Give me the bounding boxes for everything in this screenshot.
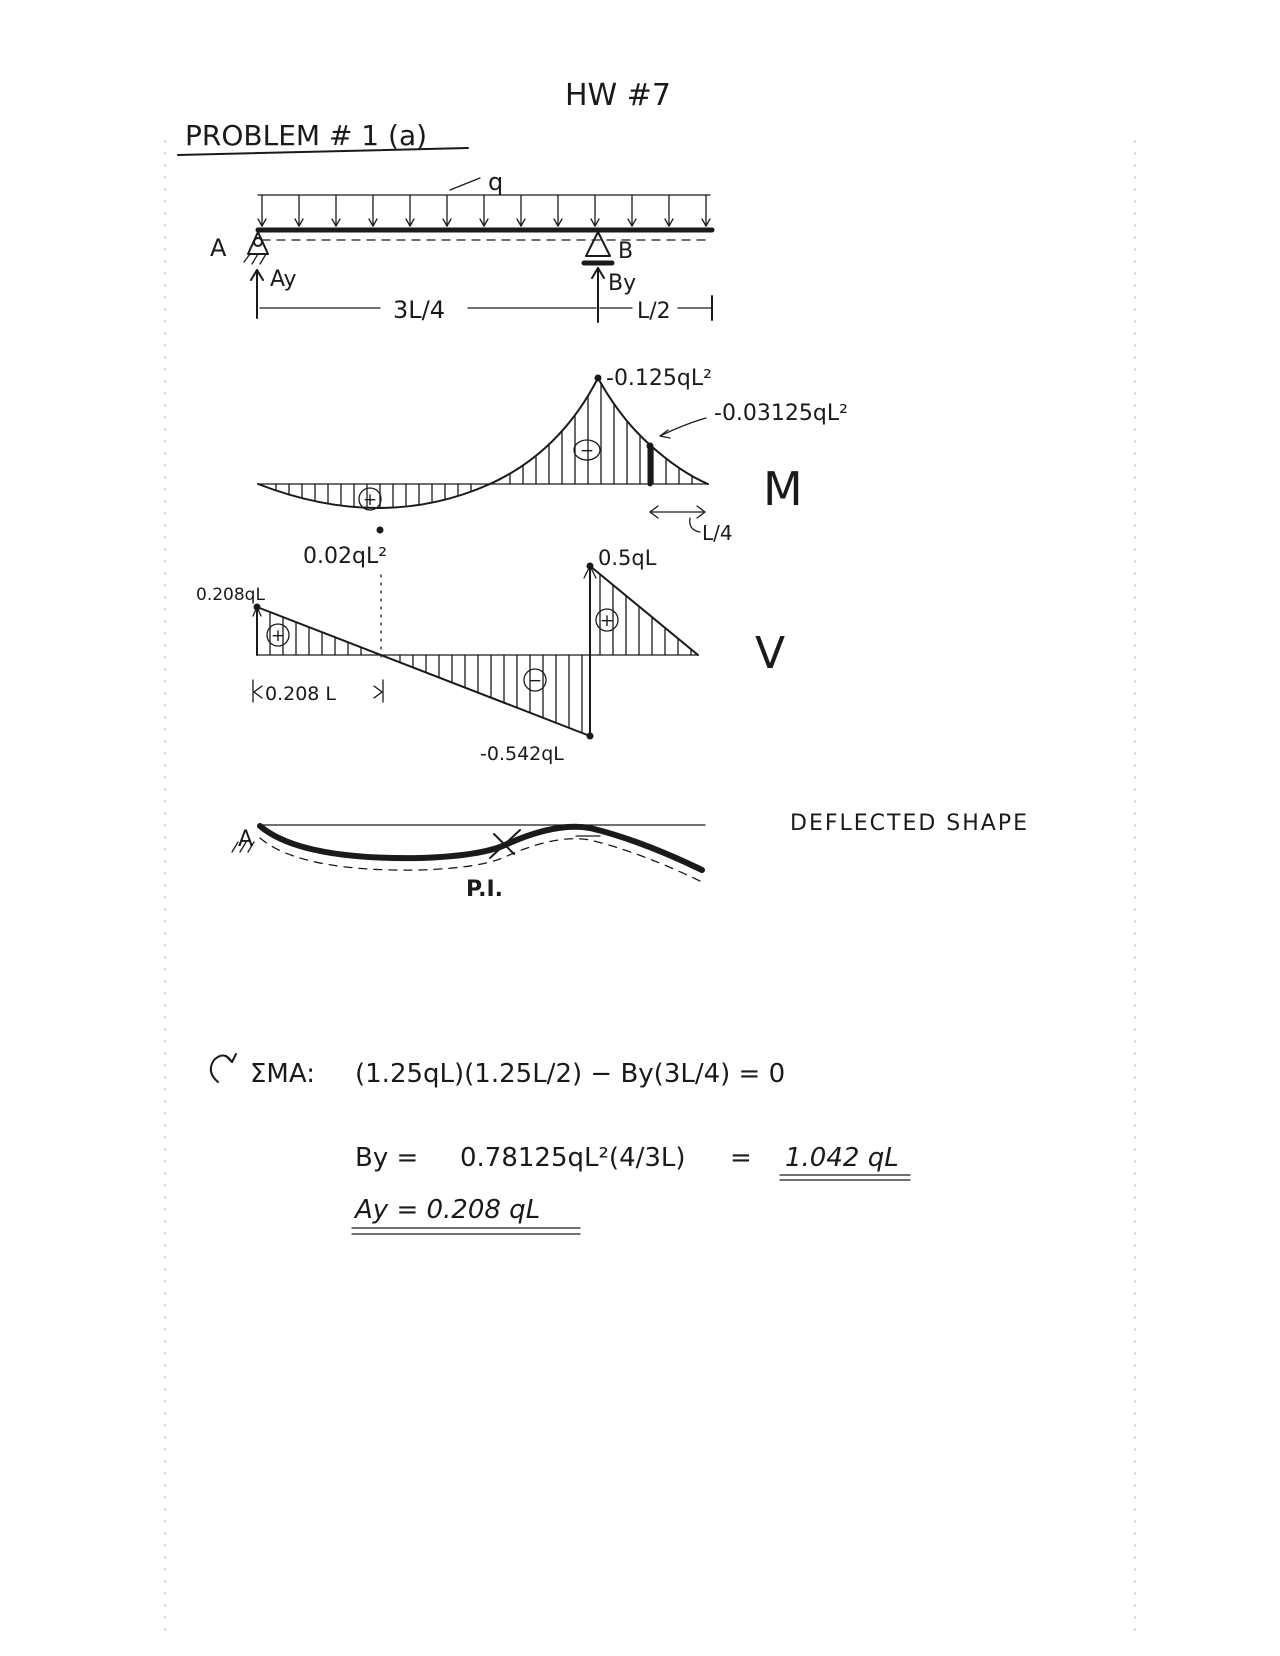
load-label: q — [488, 168, 504, 196]
shear-negative-sign: − — [527, 671, 543, 691]
moment-l4-point — [647, 443, 654, 450]
inflection-point-label: P.I. — [466, 877, 503, 902]
equation-3: Ay = 0.208 qL — [355, 1195, 541, 1225]
shear-min-point — [587, 733, 594, 740]
moment-direction-icon-head — [226, 1054, 236, 1062]
deflected-support-a-label: A — [238, 827, 254, 852]
shear-diagram — [196, 546, 785, 765]
reaction-b-label: By — [608, 271, 637, 296]
overhang-label: L/2 — [637, 299, 671, 324]
moment-symbol: M — [763, 462, 803, 516]
equation-1-prefix: ΣMA: — [250, 1059, 315, 1089]
pin-support-a-hinge — [254, 238, 262, 246]
moment-l4-leader — [660, 418, 706, 436]
support-a-label: A — [210, 234, 227, 262]
equation-2-result: 1.042 qL — [785, 1143, 899, 1173]
beam-sketch — [210, 168, 712, 324]
moment-l4-dim-hook — [690, 518, 700, 532]
shear-positive-sign-right: + — [599, 611, 615, 631]
shear-left-value-label: 0.208qL — [196, 585, 265, 605]
equation-2-lhs: By = — [355, 1143, 419, 1173]
pin-support-a — [248, 232, 268, 254]
support-b-label: B — [618, 239, 634, 264]
equation-2-equals: = — [730, 1143, 752, 1173]
shear-min-value-label: -0.542qL — [480, 743, 564, 765]
distributed-load-arrows — [258, 195, 710, 226]
roller-support-b — [586, 232, 610, 256]
moment-max-negative-point — [595, 375, 602, 382]
moment-hatch — [276, 383, 692, 508]
deflected-shape — [232, 811, 1029, 902]
deflected-shape-label: DEFLECTED SHAPE — [790, 811, 1030, 836]
moment-l4-value-label: -0.03125qL² — [714, 401, 848, 426]
shear-positive-sign-left: + — [270, 626, 286, 646]
moment-max-negative-label: -0.125qL² — [606, 366, 712, 391]
moment-offset-label: L/4 — [702, 521, 733, 545]
moment-negative-sign: − — [579, 441, 595, 461]
equation-2-mid: 0.78125qL²(4/3L) — [460, 1143, 686, 1173]
reaction-a-label: Ay — [270, 267, 297, 292]
moment-diagram — [258, 366, 848, 569]
shear-right-jump-label: 0.5qL — [598, 546, 657, 570]
shear-zero-location-label: 0.208 L — [265, 683, 337, 705]
moment-curve-span — [258, 378, 598, 508]
equations — [211, 1054, 910, 1234]
span-ab-label: 3L/4 — [393, 296, 445, 324]
equation-1-body: (1.25qL)(1.25L/2) − By(3L/4) = 0 — [355, 1059, 786, 1089]
problem-label: PROBLEM # 1 (a) — [185, 119, 428, 152]
pin-support-a-hatch — [244, 254, 266, 264]
moment-max-positive-label: 0.02qL² — [303, 544, 388, 569]
shear-right-point — [587, 563, 594, 570]
moment-positive-sign: + — [362, 490, 378, 510]
load-leader — [450, 178, 480, 190]
moment-max-positive-point — [377, 527, 384, 534]
shear-symbol: V — [755, 628, 786, 679]
page-title: HW #7 — [565, 78, 671, 113]
